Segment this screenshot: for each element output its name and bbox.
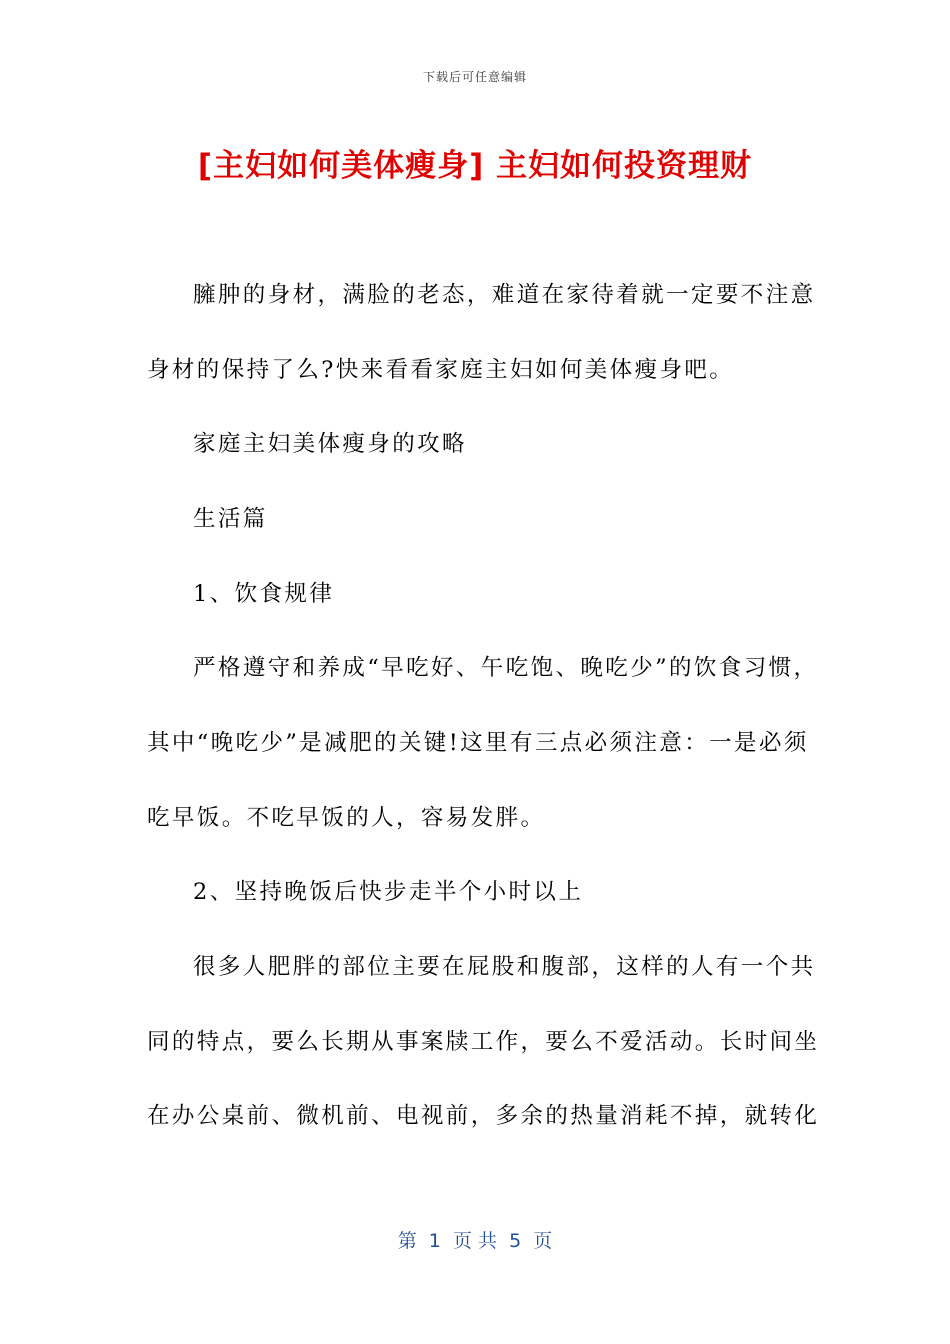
paragraph-line: 严格遵守和养成“早吃好、午吃饱、晚吃少”的饮食习惯， <box>193 655 819 681</box>
section-heading: 家庭主妇美体瘦身的攻略 <box>193 431 467 457</box>
numbered-heading: 2、坚持晚饭后快步走半个小时以上 <box>193 879 584 905</box>
numbered-heading: 1、饮食规律 <box>193 581 335 607</box>
paragraph-line: 同的特点，要么长期从事案牍工作，要么不爱活动。长时间坐 <box>147 1029 820 1055</box>
header-note: 下载后可任意编辑 <box>422 70 527 84</box>
paragraph-line: 很多人肥胖的部位主要在屁股和腹部，这样的人有一个共 <box>193 954 816 980</box>
page-number-footer: 第 1 页 共 5 页 <box>397 1230 553 1252</box>
paragraph-line: 身材的保持了么?快来看看家庭主妇如何美体瘦身吧。 <box>147 357 735 383</box>
paragraph-line: 吃早饭。不吃早饭的人，容易发胖。 <box>147 805 546 831</box>
paragraph-line: 其中“晚吃少”是减肥的关键!这里有三点必须注意：一是必须 <box>147 730 809 756</box>
paragraph-line: 臃肿的身材，满脸的老态，难道在家待着就一定要不注意 <box>193 282 816 308</box>
section-heading: 生活篇 <box>193 506 268 532</box>
document-title: [主妇如何美体瘦身] 主妇如何投资理财 <box>197 148 753 184</box>
paragraph-line: 在办公桌前、微机前、电视前，多余的热量消耗不掉，就转化 <box>147 1103 820 1129</box>
